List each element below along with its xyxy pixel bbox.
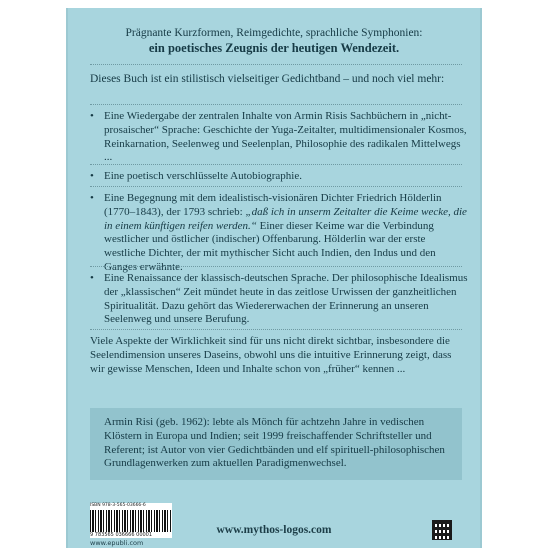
book-back-cover	[66, 8, 482, 548]
author-bio-box	[90, 408, 462, 480]
bullet-text: Eine Wiedergabe der zentralen Inhalte von Armin Risis Sachbüchern in „nicht-prosaischer“ Sprache: Geschichte der Yuga-Zeitalter, multidimensionaler Kosmos, Reinkarnation, Seelenweg und Seelenplan, Philosophie des radikalen Mittelwegs ...	[104, 110, 467, 164]
bullet-item	[90, 170, 468, 184]
hoelderlin-quote: „daß ich in unserm Zeitalter die Keime wecke, die in einem künftigen reifen werden.“	[104, 205, 467, 232]
bullet-mark: •	[90, 272, 94, 284]
intro-text: Dieses Buch ist ein stilistisch vielseitiger Gedichtband – und noch viel mehr:	[90, 73, 445, 85]
divider	[90, 186, 462, 187]
bullet-text: Eine Renaissance der klassisch-deutschen Sprache. Der philosophische Idealismus der „klassischen“ Zeit mündet heute in das zeitlose Urwissen der ganzheitlichen Spiritualität. Dazu gehört das Wiedererwachen der Erinnerung an unseren Seelenweg und unsere Berufung.	[104, 272, 468, 326]
bullet-text	[104, 192, 468, 275]
website-url: www.mythos-logos.com	[216, 524, 332, 536]
bullet-item	[90, 192, 468, 275]
divider	[90, 266, 462, 267]
bullet-mark: •	[90, 192, 94, 204]
bullet-text-part: Einer dieser Keime war die Verbindung westlicher und östlicher (indischer) Offenbarung. Hölderlin war der erste westliche Dichter, der mit mythischer Sicht auch Indien, den Indus und den Ganges erwähnte.	[104, 219, 436, 273]
outro-text: Viele Aspekte der Wirklichkeit sind für uns nicht direkt sichtbar, insbesondere die Seelendimension unseres Daseins, obwohl uns die intuitive Erinnerung zeigt, dass wir gewisse Menschen, Ideen und Inhalte schon von „früher“ kennen ...	[90, 335, 452, 375]
isbn-text: ISBN 978-3-565-03666-6	[90, 503, 146, 508]
bullet-item	[90, 272, 468, 327]
bullet-text: Eine poetisch verschlüsselte Autobiographie.	[104, 170, 302, 182]
author-bio-text: Armin Risi (geb. 1962): lebte als Mönch für achtzehn Jahre in vedischen Klöstern in Europa und Indien; seit 1999 freischaffender Schriftsteller und Referent; ist Autor von vier Gedichtbänden und elf spirituell-philosophischen Grundlagenwerken zum aktuellen Paradigmenwechsel.	[104, 416, 445, 470]
addon-digits: 00001	[136, 532, 153, 538]
bullet-item	[90, 110, 468, 165]
ean-digits: 9 783565 036666	[90, 532, 135, 538]
bullet-mark: •	[90, 170, 94, 182]
bullet-text-part: Eine Begegnung mit dem idealistisch-visionären Dichter Friedrich Hölderlin (1770–1843), der 1793 schrieb:	[104, 192, 442, 218]
divider	[90, 104, 462, 105]
lead-line-1: Prägnante Kurzformen, Reimgedichte, sprachliche Symphonien:	[125, 27, 423, 39]
lead-statement	[68, 26, 480, 56]
publisher-url: www.epubli.com	[90, 539, 144, 547]
bullet-mark: •	[90, 110, 94, 122]
divider	[90, 329, 462, 330]
divider	[90, 164, 462, 165]
divider	[90, 64, 462, 65]
lead-line-2: ein poetisches Zeugnis der heutigen Wendezeit.	[148, 41, 400, 55]
qr-code-icon	[432, 520, 452, 540]
